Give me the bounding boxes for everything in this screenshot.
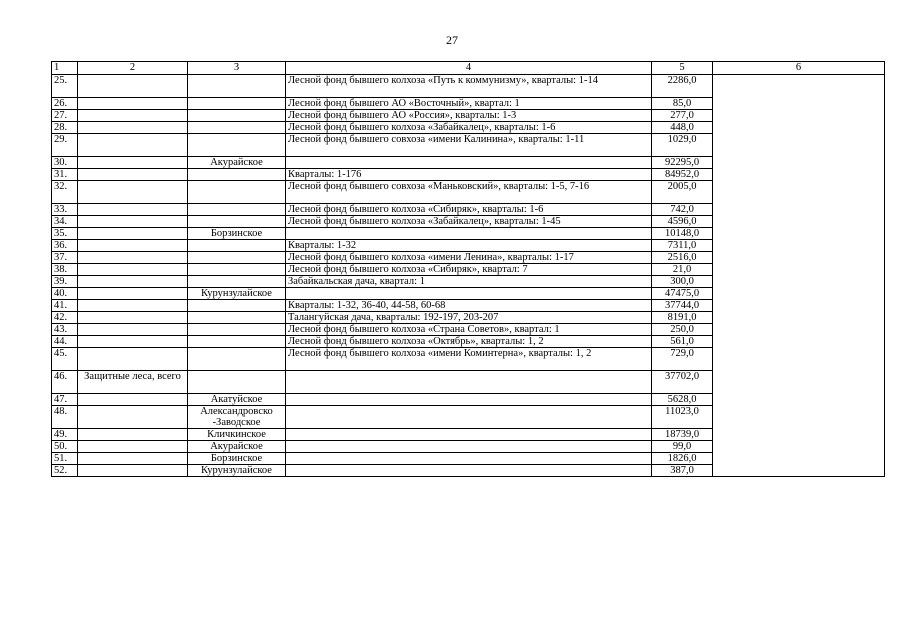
cell-c3 (188, 181, 286, 204)
cell-c3 (188, 110, 286, 122)
header-col-4: 4 (286, 62, 652, 75)
cell-c4 (286, 288, 652, 300)
cell-c2 (78, 157, 188, 169)
cell-c5: 85,0 (652, 98, 713, 110)
cell-c4: Кварталы: 1-32, 36-40, 44-58, 60-68 (286, 300, 652, 312)
cell-c1: 39. (52, 276, 78, 288)
cell-c5: 99,0 (652, 441, 713, 453)
cell-c5: 742,0 (652, 204, 713, 216)
cell-c1: 43. (52, 324, 78, 336)
cell-c2 (78, 336, 188, 348)
cell-c1: 52. (52, 465, 78, 477)
cell-c1: 48. (52, 406, 78, 429)
cell-c1: 37. (52, 252, 78, 264)
cell-c3 (188, 348, 286, 371)
cell-c3: Кличкинское (188, 429, 286, 441)
cell-c3 (188, 312, 286, 324)
cell-c2 (78, 240, 188, 252)
cell-c4: Лесной фонд бывшего колхоза «Сибиряк», кварталы: 1-6 (286, 204, 652, 216)
cell-c2 (78, 75, 188, 98)
cell-c1: 45. (52, 348, 78, 371)
cell-c1: 38. (52, 264, 78, 276)
cell-c1: 42. (52, 312, 78, 324)
cell-c2 (78, 252, 188, 264)
cell-c1: 49. (52, 429, 78, 441)
cell-c2 (78, 441, 188, 453)
cell-c4 (286, 157, 652, 169)
table-row (52, 75, 885, 98)
cell-c3 (188, 240, 286, 252)
cell-c5: 4596,0 (652, 216, 713, 228)
cell-c4 (286, 429, 652, 441)
cell-c5: 92295,0 (652, 157, 713, 169)
cell-c4: Кварталы: 1-32 (286, 240, 652, 252)
cell-c3 (188, 276, 286, 288)
cell-c3 (188, 300, 286, 312)
cell-c2 (78, 348, 188, 371)
cell-c1: 44. (52, 336, 78, 348)
cell-c3: Акурайское (188, 157, 286, 169)
cell-c3: Курунзулайское (188, 465, 286, 477)
cell-c1: 34. (52, 216, 78, 228)
cell-c3 (188, 134, 286, 157)
cell-c3 (188, 324, 286, 336)
cell-c5: 250,0 (652, 324, 713, 336)
cell-c1: 46. (52, 371, 78, 394)
cell-c2 (78, 228, 188, 240)
cell-c5: 8191,0 (652, 312, 713, 324)
cell-c3: Акатуйское (188, 394, 286, 406)
cell-c2 (78, 300, 188, 312)
page-number: 27 (446, 33, 458, 47)
cell-c2 (78, 288, 188, 300)
cell-c2 (78, 181, 188, 204)
cell-c2 (78, 453, 188, 465)
cell-c4: Лесной фонд бывшего АО «Восточный», квартал: 1 (286, 98, 652, 110)
cell-c3 (188, 336, 286, 348)
cell-c5: 21,0 (652, 264, 713, 276)
cell-c4 (286, 453, 652, 465)
cell-c3: Борзинское (188, 228, 286, 240)
cell-c5: 1826,0 (652, 453, 713, 465)
cell-c3 (188, 216, 286, 228)
cell-c2 (78, 204, 188, 216)
cell-c1: 40. (52, 288, 78, 300)
cell-c1: 29. (52, 134, 78, 157)
cell-c1: 36. (52, 240, 78, 252)
cell-c1: 33. (52, 204, 78, 216)
cell-c5: 448,0 (652, 122, 713, 134)
cell-c1: 27. (52, 110, 78, 122)
cell-c2 (78, 429, 188, 441)
cell-c3: Александровско -Заводское (188, 406, 286, 429)
cell-c4 (286, 465, 652, 477)
cell-c4: Лесной фонд бывшего АО «Россия», кварталы: 1-3 (286, 110, 652, 122)
cell-c2 (78, 324, 188, 336)
cell-c1: 47. (52, 394, 78, 406)
cell-c5: 10148,0 (652, 228, 713, 240)
table-body (52, 62, 885, 477)
cell-c1: 32. (52, 181, 78, 204)
cell-c1: 30. (52, 157, 78, 169)
cell-c5: 18739,0 (652, 429, 713, 441)
cell-c5: 7311,0 (652, 240, 713, 252)
cell-c2 (78, 98, 188, 110)
cell-c6-merged (713, 75, 885, 477)
cell-c4: Лесной фонд бывшего колхоза «Путь к коммунизму», кварталы: 1-14 (286, 75, 652, 98)
cell-c5: 84952,0 (652, 169, 713, 181)
forest-table (51, 61, 885, 477)
cell-c4 (286, 406, 652, 429)
cell-c4 (286, 371, 652, 394)
cell-c4: Лесной фонд бывшего колхоза «Страна Советов», квартал: 1 (286, 324, 652, 336)
cell-c4: Талангуйская дача, кварталы: 192-197, 203-207 (286, 312, 652, 324)
cell-c3 (188, 169, 286, 181)
cell-c5: 387,0 (652, 465, 713, 477)
cell-c4: Кварталы: 1-176 (286, 169, 652, 181)
cell-c5: 277,0 (652, 110, 713, 122)
cell-c4 (286, 228, 652, 240)
cell-c4: Забайкальская дача, квартал: 1 (286, 276, 652, 288)
cell-c3 (188, 264, 286, 276)
header-col-2: 2 (78, 62, 188, 75)
cell-c2 (78, 110, 188, 122)
cell-c1: 31. (52, 169, 78, 181)
cell-c2 (78, 276, 188, 288)
cell-c2 (78, 216, 188, 228)
cell-c5: 300,0 (652, 276, 713, 288)
cell-c3 (188, 204, 286, 216)
cell-c4: Лесной фонд бывшего колхоза «Октябрь», кварталы: 1, 2 (286, 336, 652, 348)
cell-c4: Лесной фонд бывшего колхоза «Забайкалец», кварталы: 1-6 (286, 122, 652, 134)
cell-c1: 41. (52, 300, 78, 312)
cell-c2 (78, 122, 188, 134)
cell-c4: Лесной фонд бывшего колхоза «имени Коминтерна», кварталы: 1, 2 (286, 348, 652, 371)
cell-c1: 28. (52, 122, 78, 134)
header-col-6: 6 (713, 62, 885, 75)
header-col-3: 3 (188, 62, 286, 75)
cell-c4: Лесной фонд бывшего колхоза «имени Ленина», кварталы: 1-17 (286, 252, 652, 264)
cell-c2 (78, 406, 188, 429)
cell-c5: 47475,0 (652, 288, 713, 300)
cell-c5: 2516,0 (652, 252, 713, 264)
cell-c3: Борзинское (188, 453, 286, 465)
cell-c4: Лесной фонд бывшего совхоза «имени Калинина», кварталы: 1-11 (286, 134, 652, 157)
cell-c3: Акурайское (188, 441, 286, 453)
cell-c2 (78, 394, 188, 406)
cell-c2 (78, 465, 188, 477)
cell-c2 (78, 264, 188, 276)
cell-c1: 51. (52, 453, 78, 465)
cell-c2 (78, 134, 188, 157)
cell-c3: Курунзулайское (188, 288, 286, 300)
cell-c2: Защитные леса, всего (78, 371, 188, 394)
cell-c3 (188, 371, 286, 394)
cell-c4: Лесной фонд бывшего совхоза «Маньковский», кварталы: 1-5, 7-16 (286, 181, 652, 204)
cell-c3 (188, 122, 286, 134)
cell-c3 (188, 75, 286, 98)
cell-c2 (78, 312, 188, 324)
cell-c3 (188, 252, 286, 264)
cell-c1: 26. (52, 98, 78, 110)
cell-c5: 37702,0 (652, 371, 713, 394)
header-col-5: 5 (652, 62, 713, 75)
cell-c5: 2005,0 (652, 181, 713, 204)
cell-c4: Лесной фонд бывшего колхоза «Забайкалец», кварталы: 1-45 (286, 216, 652, 228)
cell-c5: 2286,0 (652, 75, 713, 98)
cell-c5: 5628,0 (652, 394, 713, 406)
cell-c5: 37744,0 (652, 300, 713, 312)
cell-c5: 561,0 (652, 336, 713, 348)
cell-c5: 11023,0 (652, 406, 713, 429)
header-row (52, 62, 885, 75)
cell-c4 (286, 394, 652, 406)
cell-c4: Лесной фонд бывшего колхоза «Сибиряк», квартал: 7 (286, 264, 652, 276)
cell-c5: 1029,0 (652, 134, 713, 157)
cell-c1: 50. (52, 441, 78, 453)
cell-c5: 729,0 (652, 348, 713, 371)
cell-c2 (78, 169, 188, 181)
header-col-1: 1 (52, 62, 78, 75)
cell-c1: 35. (52, 228, 78, 240)
cell-c1: 25. (52, 75, 78, 98)
cell-c4 (286, 441, 652, 453)
cell-c3 (188, 98, 286, 110)
